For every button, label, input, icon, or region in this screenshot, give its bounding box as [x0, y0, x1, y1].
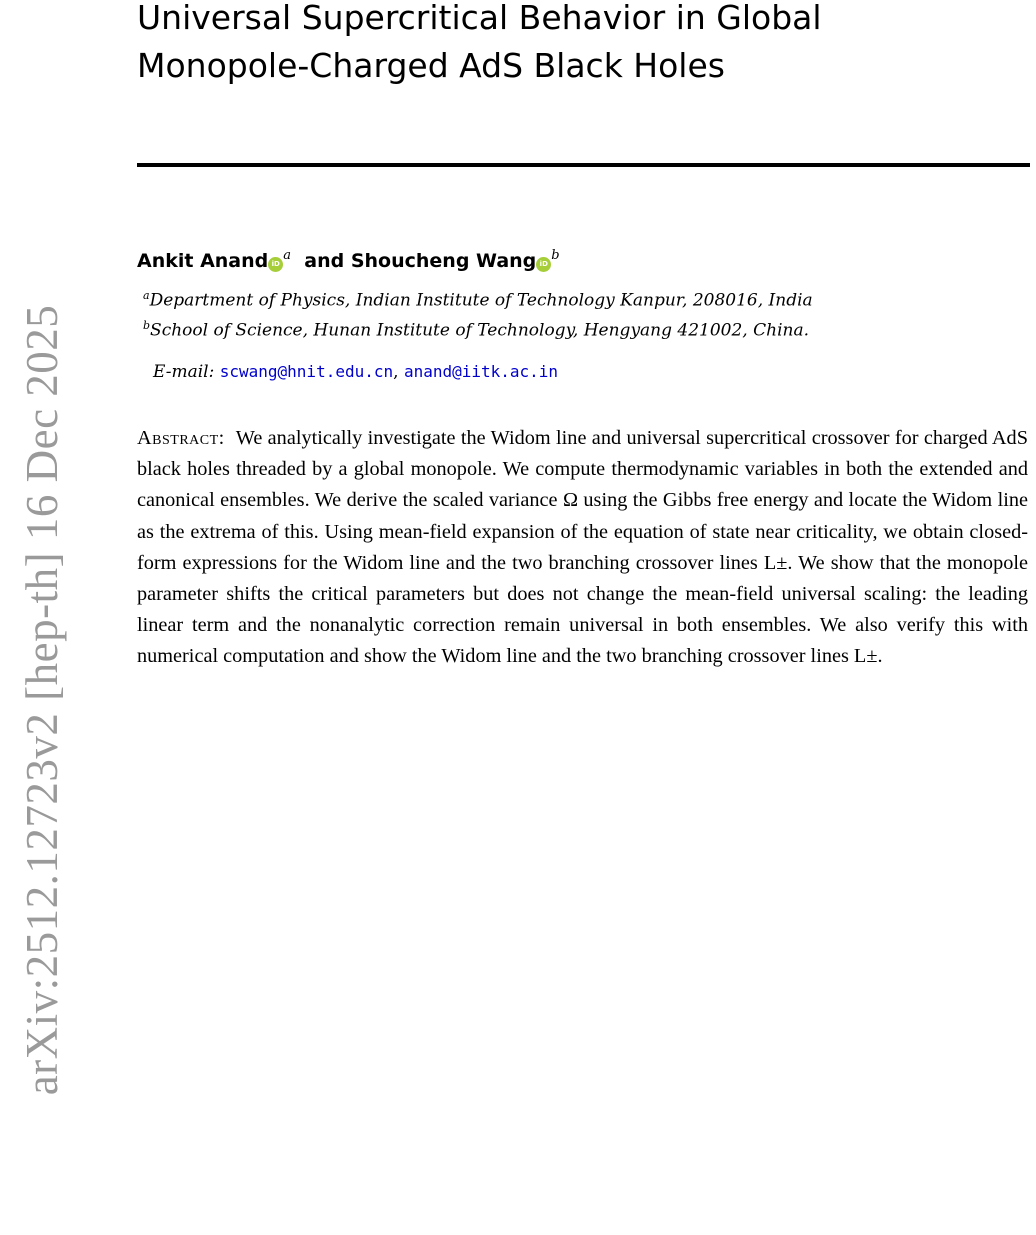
affiliation-b	[143, 319, 809, 341]
paper-title	[137, 0, 1027, 90]
abstract-heading: Abstract:	[137, 427, 225, 449]
author-list	[137, 248, 560, 272]
affiliation-a	[143, 289, 813, 311]
email-line	[153, 362, 558, 382]
orcid-icon[interactable]: iD	[536, 257, 551, 272]
arxiv-identifier-stamp: arXiv:2512.12723v2 [hep-th] 16 Dec 2025	[17, 304, 67, 1096]
abstract	[137, 423, 1028, 673]
email-link[interactable]: anand@iitk.ac.in	[403, 362, 559, 381]
affiliation-mark: b	[551, 248, 560, 263]
email-separator: ,	[393, 362, 399, 382]
affiliation-mark: a	[283, 248, 292, 263]
abstract-text: We analytically investigate the Widom line and universal supercritical crossover for charged AdS black holes threaded by a global monopole. We compute thermodynamic variables in both the extended and canonical ensembles. We derive the scaled variance Ω using the Gibbs free energy and locate the Widom line as the extrema of this. Using mean-field expansion of the equation of state near criticality, we obtain closed-form expressions for the Widom line and the two branching crossover lines L±. We show that the monopole parameter shifts the critical parameters but does not change the mean-field universal scaling: the leading linear term and the nonanalytic correction remain universal in both ensembles. We also verify this with numerical computation and show the Widom line and the two branching crossover lines L±.	[137, 427, 1028, 668]
title-divider	[137, 163, 1030, 167]
affiliation-text: Department of Physics, Indian Institute of Technology Kanpur, 208016, India	[149, 290, 813, 311]
author-connector: and	[304, 250, 345, 272]
affiliation-mark: a	[143, 289, 150, 302]
author-name: Ankit Anand	[137, 250, 269, 272]
title-line-1: Universal Supercritical Behavior in Global	[137, 0, 822, 37]
email-link[interactable]: scwang@hnit.edu.cn	[219, 362, 394, 381]
orcid-icon[interactable]: iD	[268, 257, 283, 272]
affiliation-mark: b	[143, 319, 151, 332]
email-label: E-mail:	[153, 362, 215, 382]
author-name: Shoucheng Wang	[350, 250, 537, 272]
affiliation-text: School of Science, Hunan Institute of Technology, Hengyang 421002, China.	[150, 320, 809, 341]
title-line-2: Monopole-Charged AdS Black Holes	[137, 46, 725, 85]
